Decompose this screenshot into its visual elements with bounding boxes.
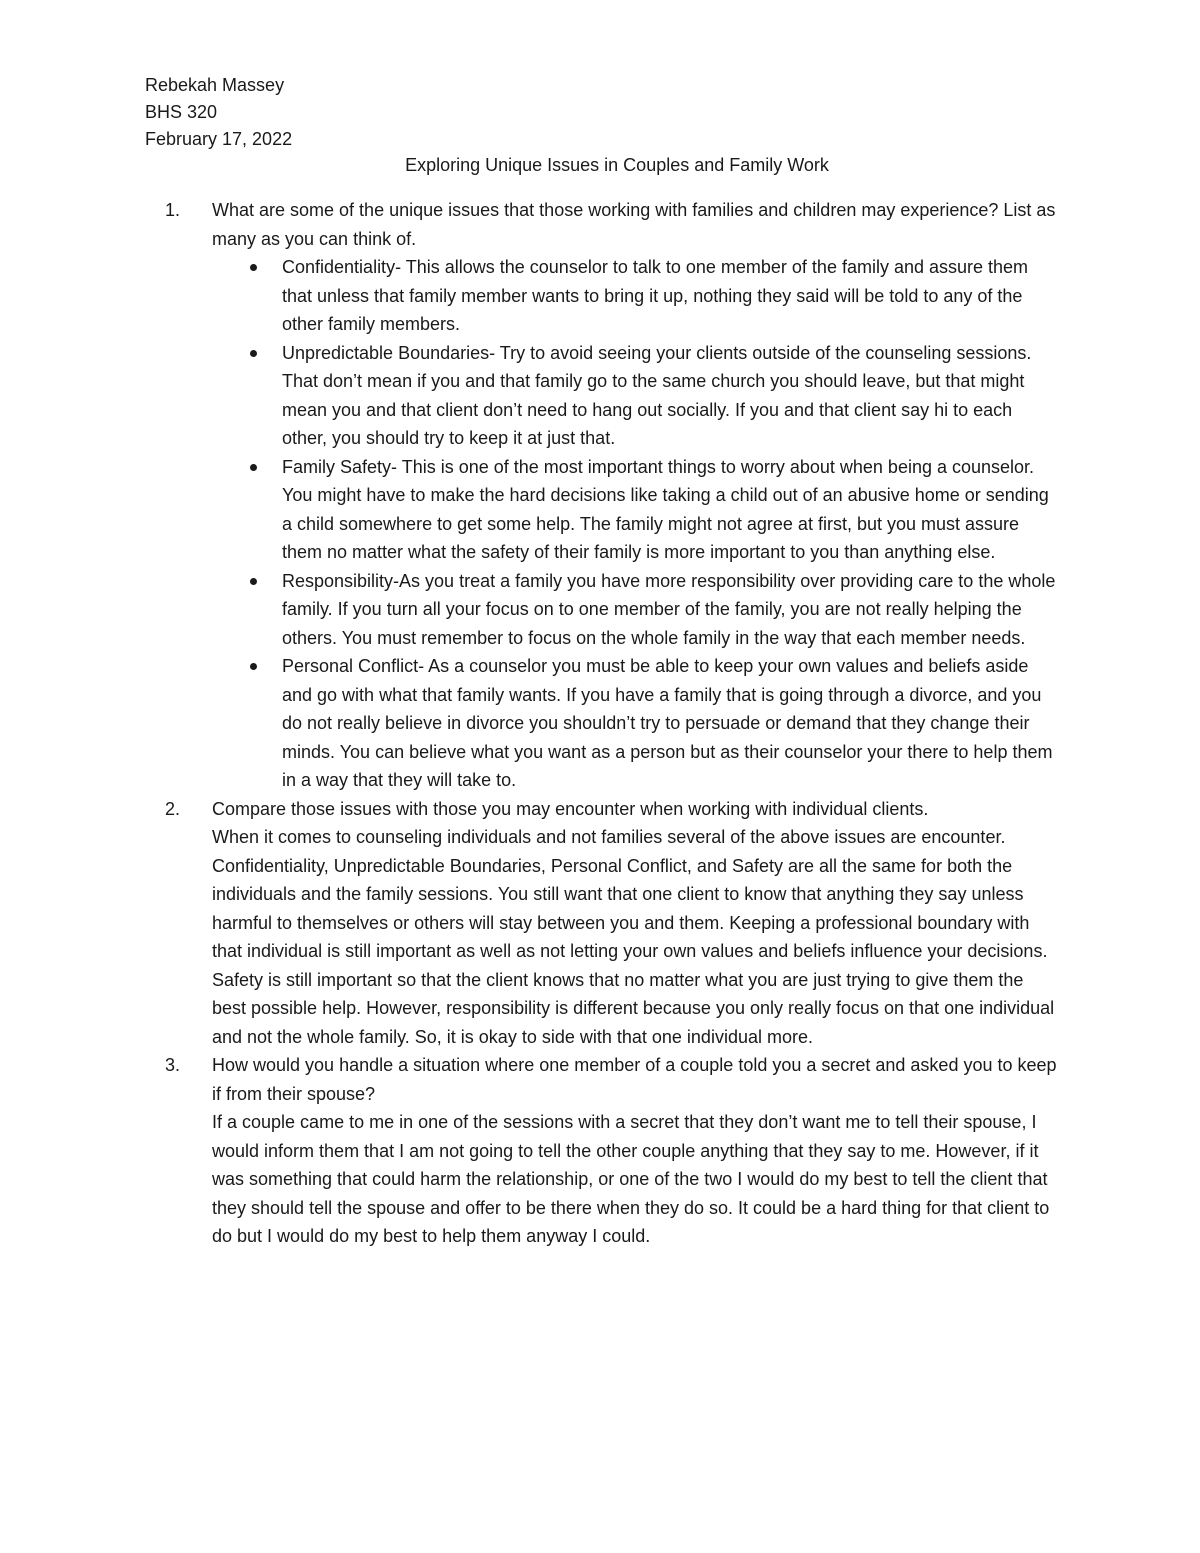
bullet-text: Personal Conflict- As a counselor you must be able to keep your own values and beliefs aside and go with what that family wants. If you have a family that is going through a divorce, and you do not really believe in divorce you shouldn’t try to persuade or demand that they change their minds. You can believe what you want as a person but as their counselor your there to help them in a way that they will take to. — [282, 656, 1053, 790]
issue-bullet-family-safety — [212, 453, 1060, 567]
question-item-3 — [145, 1051, 1060, 1251]
bullet-icon — [250, 578, 257, 585]
bullet-icon — [250, 464, 257, 471]
bullet-text: Unpredictable Boundaries- Try to avoid seeing your clients outside of the counseling sessions. That don’t mean if you and that family go to the same church you should leave, but that might mean you and that client don’t need to hang out socially. If you and that client say hi to each other, you should try to keep it at just that. — [282, 342, 1032, 448]
bullet-icon — [250, 350, 257, 357]
issue-bullet-personal-conflict — [212, 652, 1060, 795]
question-item-2 — [145, 795, 1060, 1052]
bullet-icon — [250, 663, 257, 670]
question-number: 3. — [165, 1055, 181, 1075]
question-prompt: How would you handle a situation where one member of a couple told you a secret and asked you to keep if from their spouse? — [212, 1055, 1057, 1104]
bullet-text: Family Safety- This is one of the most important things to worry about when being a counselor. You might have to make the hard decisions like taking a child out of an abusive home or sending a child somewhere to get some help. The family might not agree at first, but you must assure them no matter what the safety of their family is more important to you than anything else. — [282, 456, 1049, 562]
course-code: BHS 320 — [145, 102, 218, 122]
question-prompt: Compare those issues with those you may encounter when working with individual clients. — [212, 798, 929, 819]
issue-bullet-boundaries — [212, 339, 1060, 453]
question-number: 2. — [165, 798, 181, 819]
document-header — [145, 72, 292, 153]
issue-bullet-responsibility — [212, 567, 1060, 653]
bullet-icon — [250, 264, 257, 271]
document-body — [145, 196, 1060, 1251]
question-number: 1. — [165, 200, 181, 220]
bullet-text: Confidentiality- This allows the counselor to talk to one member of the family and assure them that unless that family member wants to bring it up, nothing they said will be told to any of the other family members. — [282, 257, 1029, 334]
bullet-text: Responsibility-As you treat a family you have more responsibility over providing care to the whole family. If you turn all your focus on to one member of the family, you are not really helping the others. You must remember to focus on the whole family in the way that each member needs. — [282, 570, 1056, 648]
author-name: Rebekah Massey — [145, 75, 285, 95]
document-title: Exploring Unique Issues in Couples and Family Work — [405, 155, 829, 175]
question-answer: When it comes to counseling individuals and not families several of the above issues are encounter. Confidentiality, Unpredictable Boundaries, Personal Conflict, and Safety are all the same for both the individuals and the family sessions. You still want that one client to know that anything they say unless harmful to themselves or others will stay between you and them. Keeping a professional boundary with that individual is still important as well as not letting your own values and beliefs influence your decisions. Safety is still important so that the client knows that no matter what you are just trying to give them the best possible help. However, responsibility is different because you only really focus on that one individual and not the whole family. So, it is okay to side with that one individual more. — [212, 827, 1055, 1047]
document-date: February 17, 2022 — [145, 129, 293, 149]
issue-bullet-confidentiality — [212, 253, 1060, 339]
question-item-1 — [145, 196, 1060, 795]
question-answer: If a couple came to me in one of the sessions with a secret that they don’t want me to tell their spouse, I would inform them that I am not going to tell the other couple anything that they say to me. However, if it was something that could harm the relationship, or one of the two I would do my best to tell the client that they should tell the spouse and offer to be there when they do so. It could be a hard thing for that client to do but I would do my best to help them anyway I could. — [212, 1112, 1050, 1246]
issue-bullet-list — [212, 253, 1060, 795]
question-prompt: What are some of the unique issues that those working with families and children may experience? List as many as you can think of. — [212, 200, 1056, 249]
question-list — [145, 196, 1060, 1251]
